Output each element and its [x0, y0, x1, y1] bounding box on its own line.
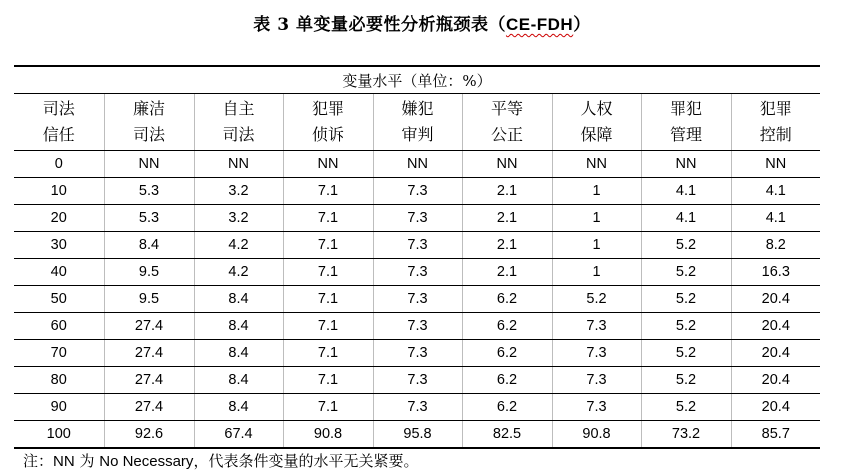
value-cell: NN — [731, 151, 820, 178]
value-cell: 5.2 — [641, 340, 731, 367]
column-header-line: 犯罪 — [311, 99, 344, 118]
note-nn: NN — [53, 453, 75, 470]
value-cell: 7.3 — [373, 367, 462, 394]
value-cell: 7.3 — [373, 286, 462, 313]
column-header-line: 罪犯 — [669, 99, 702, 118]
column-header — [104, 94, 194, 151]
value-cell: 8.4 — [104, 232, 194, 259]
level-cell: 30 — [14, 232, 104, 259]
column-header-line: 平等 — [490, 99, 523, 118]
value-cell: 20.4 — [731, 367, 820, 394]
value-cell: 8.4 — [194, 340, 283, 367]
value-cell: 1 — [552, 259, 641, 286]
value-cell: 67.4 — [194, 421, 283, 449]
variable-level-banner: 变量水平（单位：%） — [14, 66, 820, 94]
value-cell: 20.4 — [731, 340, 820, 367]
table-row — [14, 151, 820, 178]
value-cell: 5.3 — [104, 205, 194, 232]
column-header-line: 信任 — [42, 125, 75, 144]
value-cell: 6.2 — [462, 340, 552, 367]
value-cell: 6.2 — [462, 286, 552, 313]
column-header-row — [14, 94, 820, 151]
value-cell: 9.5 — [104, 286, 194, 313]
column-header — [14, 94, 104, 151]
value-cell: 3.2 — [194, 205, 283, 232]
level-cell: 80 — [14, 367, 104, 394]
necessity-bottleneck-table — [14, 65, 820, 449]
table-row — [14, 340, 820, 367]
value-cell: 5.2 — [641, 394, 731, 421]
value-cell: 4.2 — [194, 232, 283, 259]
column-header-line: 人权 — [580, 99, 613, 118]
value-cell: NN — [552, 151, 641, 178]
value-cell: 27.4 — [104, 367, 194, 394]
column-header — [552, 94, 641, 151]
value-cell: 5.2 — [641, 313, 731, 340]
column-header-line: 管理 — [669, 125, 702, 144]
level-cell: 20 — [14, 205, 104, 232]
value-cell: 90.8 — [552, 421, 641, 449]
value-cell: 5.2 — [641, 367, 731, 394]
value-cell: 2.1 — [462, 232, 552, 259]
level-cell: 70 — [14, 340, 104, 367]
value-cell: 4.2 — [194, 259, 283, 286]
column-header-line: 司法 — [132, 125, 165, 144]
value-cell: 27.4 — [104, 394, 194, 421]
value-cell: 7.3 — [373, 178, 462, 205]
table-title-prefix: 表 3 单变量必要性分析瓶颈表（ — [253, 15, 506, 35]
column-header-line: 侦诉 — [311, 125, 344, 144]
value-cell: NN — [462, 151, 552, 178]
table-row — [14, 232, 820, 259]
value-cell: 1 — [552, 205, 641, 232]
table-row — [14, 367, 820, 394]
value-cell: 7.3 — [552, 340, 641, 367]
value-cell: 27.4 — [104, 313, 194, 340]
value-cell: 6.2 — [462, 394, 552, 421]
table-row — [14, 205, 820, 232]
value-cell: 5.2 — [641, 286, 731, 313]
value-cell: 8.4 — [194, 394, 283, 421]
value-cell: 1 — [552, 178, 641, 205]
value-cell: 27.4 — [104, 340, 194, 367]
value-cell: 7.1 — [283, 394, 373, 421]
value-cell: NN — [641, 151, 731, 178]
value-cell: NN — [373, 151, 462, 178]
level-cell: 10 — [14, 178, 104, 205]
value-cell: NN — [283, 151, 373, 178]
value-cell: 20.4 — [731, 313, 820, 340]
column-header-line: 保障 — [580, 125, 613, 144]
value-cell: 7.1 — [283, 286, 373, 313]
column-header — [283, 94, 373, 151]
table-title — [0, 10, 844, 35]
value-cell: 4.1 — [641, 178, 731, 205]
column-header-line: 自主 — [222, 99, 255, 118]
column-header-line: 控制 — [759, 125, 792, 144]
column-header — [373, 94, 462, 151]
level-cell: 100 — [14, 421, 104, 449]
value-cell: NN — [194, 151, 283, 178]
level-cell: 40 — [14, 259, 104, 286]
note-suffix: ，代表条件变量的水平无关紧要。 — [193, 452, 419, 470]
value-cell: 7.1 — [283, 178, 373, 205]
value-cell: 92.6 — [104, 421, 194, 449]
value-cell: 7.3 — [373, 313, 462, 340]
value-cell: 7.3 — [552, 313, 641, 340]
value-cell: 5.3 — [104, 178, 194, 205]
level-cell: 50 — [14, 286, 104, 313]
value-cell: 7.1 — [283, 259, 373, 286]
value-cell: 85.7 — [731, 421, 820, 449]
value-cell: 6.2 — [462, 313, 552, 340]
value-cell: 8.4 — [194, 313, 283, 340]
value-cell: 20.4 — [731, 394, 820, 421]
column-header-line: 廉洁 — [132, 99, 165, 118]
table-title-code: CE-FDH — [505, 15, 574, 34]
column-header — [194, 94, 283, 151]
value-cell: 7.1 — [283, 340, 373, 367]
value-cell: 7.1 — [283, 205, 373, 232]
value-cell: 7.1 — [283, 313, 373, 340]
note-mid: 为 — [74, 452, 100, 470]
value-cell: 4.1 — [731, 205, 820, 232]
value-cell: NN — [104, 151, 194, 178]
level-cell: 0 — [14, 151, 104, 178]
value-cell: 7.3 — [373, 259, 462, 286]
value-cell: 8.4 — [194, 367, 283, 394]
variable-level-banner-row — [14, 66, 820, 94]
value-cell: 2.1 — [462, 205, 552, 232]
value-cell: 3.2 — [194, 178, 283, 205]
value-cell: 5.2 — [552, 286, 641, 313]
column-header — [641, 94, 731, 151]
value-cell: 7.3 — [552, 394, 641, 421]
value-cell: 8.4 — [194, 286, 283, 313]
table-row — [14, 394, 820, 421]
value-cell: 20.4 — [731, 286, 820, 313]
column-header — [731, 94, 820, 151]
column-header-line: 嫌犯 — [401, 99, 434, 118]
table-row — [14, 313, 820, 340]
value-cell: 7.1 — [283, 367, 373, 394]
value-cell: 7.3 — [373, 340, 462, 367]
value-cell: 82.5 — [462, 421, 552, 449]
column-header-line: 犯罪 — [759, 99, 792, 118]
level-cell: 90 — [14, 394, 104, 421]
value-cell: 73.2 — [641, 421, 731, 449]
value-cell: 7.1 — [283, 232, 373, 259]
value-cell: 4.1 — [641, 205, 731, 232]
value-cell: 8.2 — [731, 232, 820, 259]
table-row — [14, 421, 820, 449]
value-cell: 9.5 — [104, 259, 194, 286]
table-title-suffix: ） — [573, 15, 591, 35]
table-row — [14, 286, 820, 313]
value-cell: 2.1 — [462, 259, 552, 286]
value-cell: 1 — [552, 232, 641, 259]
column-header — [462, 94, 552, 151]
column-header-line: 司法 — [42, 99, 75, 118]
table-note — [23, 450, 418, 471]
level-cell: 60 — [14, 313, 104, 340]
note-prefix: 注： — [23, 452, 54, 470]
value-cell: 6.2 — [462, 367, 552, 394]
table-row — [14, 178, 820, 205]
value-cell: 5.2 — [641, 232, 731, 259]
value-cell: 95.8 — [373, 421, 462, 449]
note-full: No Necessary — [99, 453, 194, 470]
value-cell: 16.3 — [731, 259, 820, 286]
value-cell: 7.3 — [373, 232, 462, 259]
table-row — [14, 259, 820, 286]
value-cell: 2.1 — [462, 178, 552, 205]
value-cell: 5.2 — [641, 259, 731, 286]
column-header-line: 审判 — [401, 125, 434, 144]
column-header-line: 公正 — [490, 125, 523, 144]
value-cell: 7.3 — [552, 367, 641, 394]
value-cell: 7.3 — [373, 205, 462, 232]
column-header-line: 司法 — [222, 125, 255, 144]
value-cell: 90.8 — [283, 421, 373, 449]
value-cell: 7.3 — [373, 394, 462, 421]
value-cell: 4.1 — [731, 178, 820, 205]
